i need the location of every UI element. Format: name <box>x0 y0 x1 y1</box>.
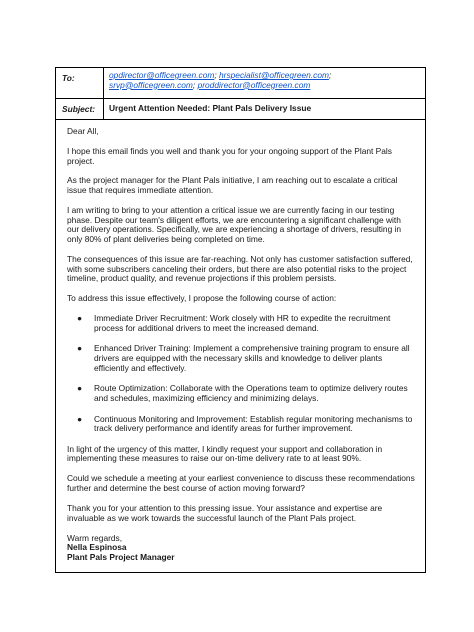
to-label: To: <box>56 68 104 98</box>
action-list <box>67 314 415 434</box>
closing-paragraph: In light of the urgency of this matter, I kindly request your support and collaboration in implementing these measures to raise our on-time delivery rate to at least 90%. <box>67 443 383 464</box>
body-paragraph: I am writing to bring to your attention a critical issue we are currently facing in our testing phase. Despite our team's diligent efforts, we are encountering a significant challenge with our delivery operations. Specifically, we are experiencing a shortage of drivers, resulting in only 80% of plant deliveries being completed on time. <box>67 205 402 245</box>
recipient-opdirector[interactable]: opdirector@officegreen.com <box>109 70 215 80</box>
sender-name: Nella Espinosa <box>67 542 127 553</box>
recipient-separator: ; <box>328 70 332 80</box>
recipient-proddirector[interactable]: proddirector@officegreen.com <box>197 79 311 90</box>
list-item <box>67 384 415 403</box>
recipients-list <box>104 68 425 98</box>
action-text: Immediate Driver Recruitment: Work closely with HR to expedite the recruitment process for additional drivers to meet the increased demand. <box>94 313 391 333</box>
recipient-separator: ; <box>214 70 217 80</box>
list-item <box>67 344 415 373</box>
closing-paragraph: Thank you for your attention to this pressing issue. Your assistance and expertise are invaluable as we work towards the successful launch of the Plant Pals project. <box>67 502 383 523</box>
email-body <box>56 120 425 563</box>
greeting: Dear All, <box>67 126 99 136</box>
subject-label: Subject: <box>56 99 104 119</box>
email-document <box>55 67 426 573</box>
signoff: Warm regards, <box>67 532 123 543</box>
bullet-icon: ● <box>77 383 83 394</box>
body-paragraph: The consequences of this issue are far-reaching. Not only has customer satisfaction suffered, with some subscribers canceling their orders, but there are also potential risks to the project timeline, product quality, and revenue projections if this problem persists. <box>67 254 413 284</box>
subject-row <box>56 99 425 120</box>
signature-block <box>67 534 415 563</box>
body-paragraph: To address this issue effectively, I propose the following course of action: <box>67 293 337 304</box>
body-paragraph: As the project manager for the Plant Pals initiative, I am reaching out to escalate a critical issue that requires immediate attention. <box>67 175 398 196</box>
action-text: Route Optimization: Collaborate with the Operations team to optimize delivery routes and schedules, maximizing efficiency and minimizing delays. <box>94 383 408 404</box>
action-text: Continuous Monitoring and Improvement: Establish regular monitoring mechanisms to track delivery performance and identify areas for further improvement. <box>94 413 413 434</box>
closing-paragraph: Could we schedule a meeting at your earliest convenience to discuss these recommendations further and determine the best course of action moving forward? <box>67 473 415 494</box>
bullet-icon: ● <box>77 343 83 354</box>
action-text: Enhanced Driver Training: Implement a comprehensive training program to ensure all drivers are equipped with the necessary skills and knowledge to deliver plants efficiently and effectively. <box>94 343 410 373</box>
to-row <box>56 68 425 99</box>
sender-title: Plant Pals Project Manager <box>67 551 175 562</box>
list-item <box>67 314 415 333</box>
subject-text: Urgent Attention Needed: Plant Pals Delivery Issue <box>109 103 312 113</box>
recipient-separator: ; <box>192 79 196 90</box>
bullet-icon: ● <box>77 313 83 324</box>
recipient-hrspecialist[interactable]: hrspecialist@officegreen.com <box>219 70 329 80</box>
body-paragraph: I hope this email finds you well and thank you for your ongoing support of the Plant Pals project. <box>67 145 392 166</box>
list-item <box>67 415 415 434</box>
recipient-srvp[interactable]: srvp@officegreen.com <box>109 79 193 90</box>
bullet-icon: ● <box>77 413 83 424</box>
